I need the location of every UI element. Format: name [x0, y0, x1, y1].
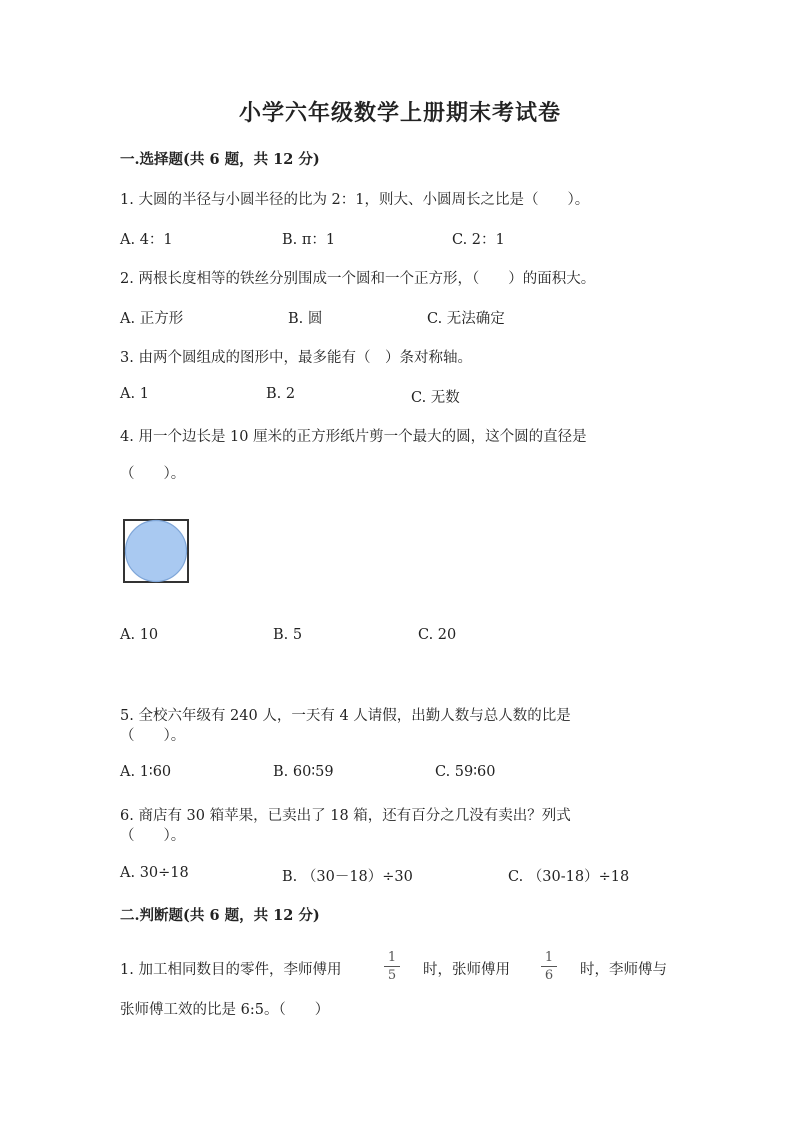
- question-1: 1. 大圆的半径与小圆半径的比为 2：1，则大、小圆周长之比是（ ）。: [120, 192, 590, 208]
- circle-shape: [126, 521, 187, 582]
- q4-option-b: B. 5: [273, 627, 303, 643]
- square-with-inscribed-circle: [123, 519, 191, 585]
- fraction-numerator: 1: [387, 950, 397, 965]
- q3-option-a: A. 1: [120, 386, 149, 402]
- q5-option-a: A. 1∶60: [120, 764, 172, 780]
- q1-option-b: B. π：1: [282, 232, 336, 248]
- q4-option-c: C. 20: [418, 627, 457, 643]
- section-heading-choice: 一.选择题(共 6 题，共 12 分): [120, 151, 320, 168]
- q6-option-b: B. （30－18）÷30: [282, 869, 413, 885]
- question-6: 6. 商店有 30 箱苹果，已卖出了 18 箱，还有百分之几没有卖出？列式: [120, 808, 571, 824]
- judge-1-line2: 张师傅工效的比是 6:5。（ ）: [120, 1002, 330, 1018]
- q1-option-a: A. 4：1: [120, 232, 173, 248]
- q5-option-b: B. 60∶59: [273, 764, 334, 780]
- fraction-denominator: 5: [387, 968, 397, 983]
- question-2: 2. 两根长度相等的铁丝分别围成一个圆和一个正方形，（ ）的面积大。: [120, 271, 596, 287]
- fraction-one-sixth: [541, 950, 557, 983]
- q2-option-b: B. 圆: [288, 311, 323, 327]
- question-4: 4. 用一个边长是 10 厘米的正方形纸片剪一个最大的圆，这个圆的直径是: [120, 429, 587, 445]
- question-6-blank: （ ）。: [120, 828, 186, 844]
- q3-option-b: B. 2: [266, 386, 296, 402]
- judge-1-part1: 1. 加工相同数目的零件，李师傅用: [120, 962, 342, 978]
- fraction-bar: [541, 966, 557, 967]
- question-5: 5. 全校六年级有 240 人，一天有 4 人请假，出勤人数与总人数的比是: [120, 708, 571, 724]
- fraction-denominator: 6: [544, 968, 554, 983]
- q6-option-a: A. 30÷18: [120, 865, 189, 881]
- q1-option-c: C. 2：1: [452, 232, 505, 248]
- q3-option-c: C. 无数: [411, 390, 460, 406]
- question-5-blank: （ ）。: [120, 728, 186, 744]
- q4-option-a: A. 10: [120, 627, 159, 643]
- fraction-numerator: 1: [544, 950, 554, 965]
- judge-1-part3: 时，李师傅与: [580, 962, 667, 978]
- question-4-blank: （ ）。: [120, 466, 186, 482]
- fraction-one-fifth: [384, 950, 400, 983]
- page-title: 小学六年级数学上册期末考试卷: [238, 100, 561, 126]
- section-heading-judge: 二.判断题(共 6 题，共 12 分): [120, 907, 320, 924]
- q2-option-c: C. 无法确定: [427, 311, 505, 327]
- question-3: 3. 由两个圆组成的图形中，最多能有（ ）条对称轴。: [120, 350, 472, 366]
- q2-option-a: A. 正方形: [120, 311, 184, 327]
- fraction-bar: [384, 966, 400, 967]
- q5-option-c: C. 59∶60: [435, 764, 496, 780]
- judge-1-part2: 时，张师傅用: [423, 962, 510, 978]
- q6-option-c: C. （30-18）÷18: [508, 869, 630, 885]
